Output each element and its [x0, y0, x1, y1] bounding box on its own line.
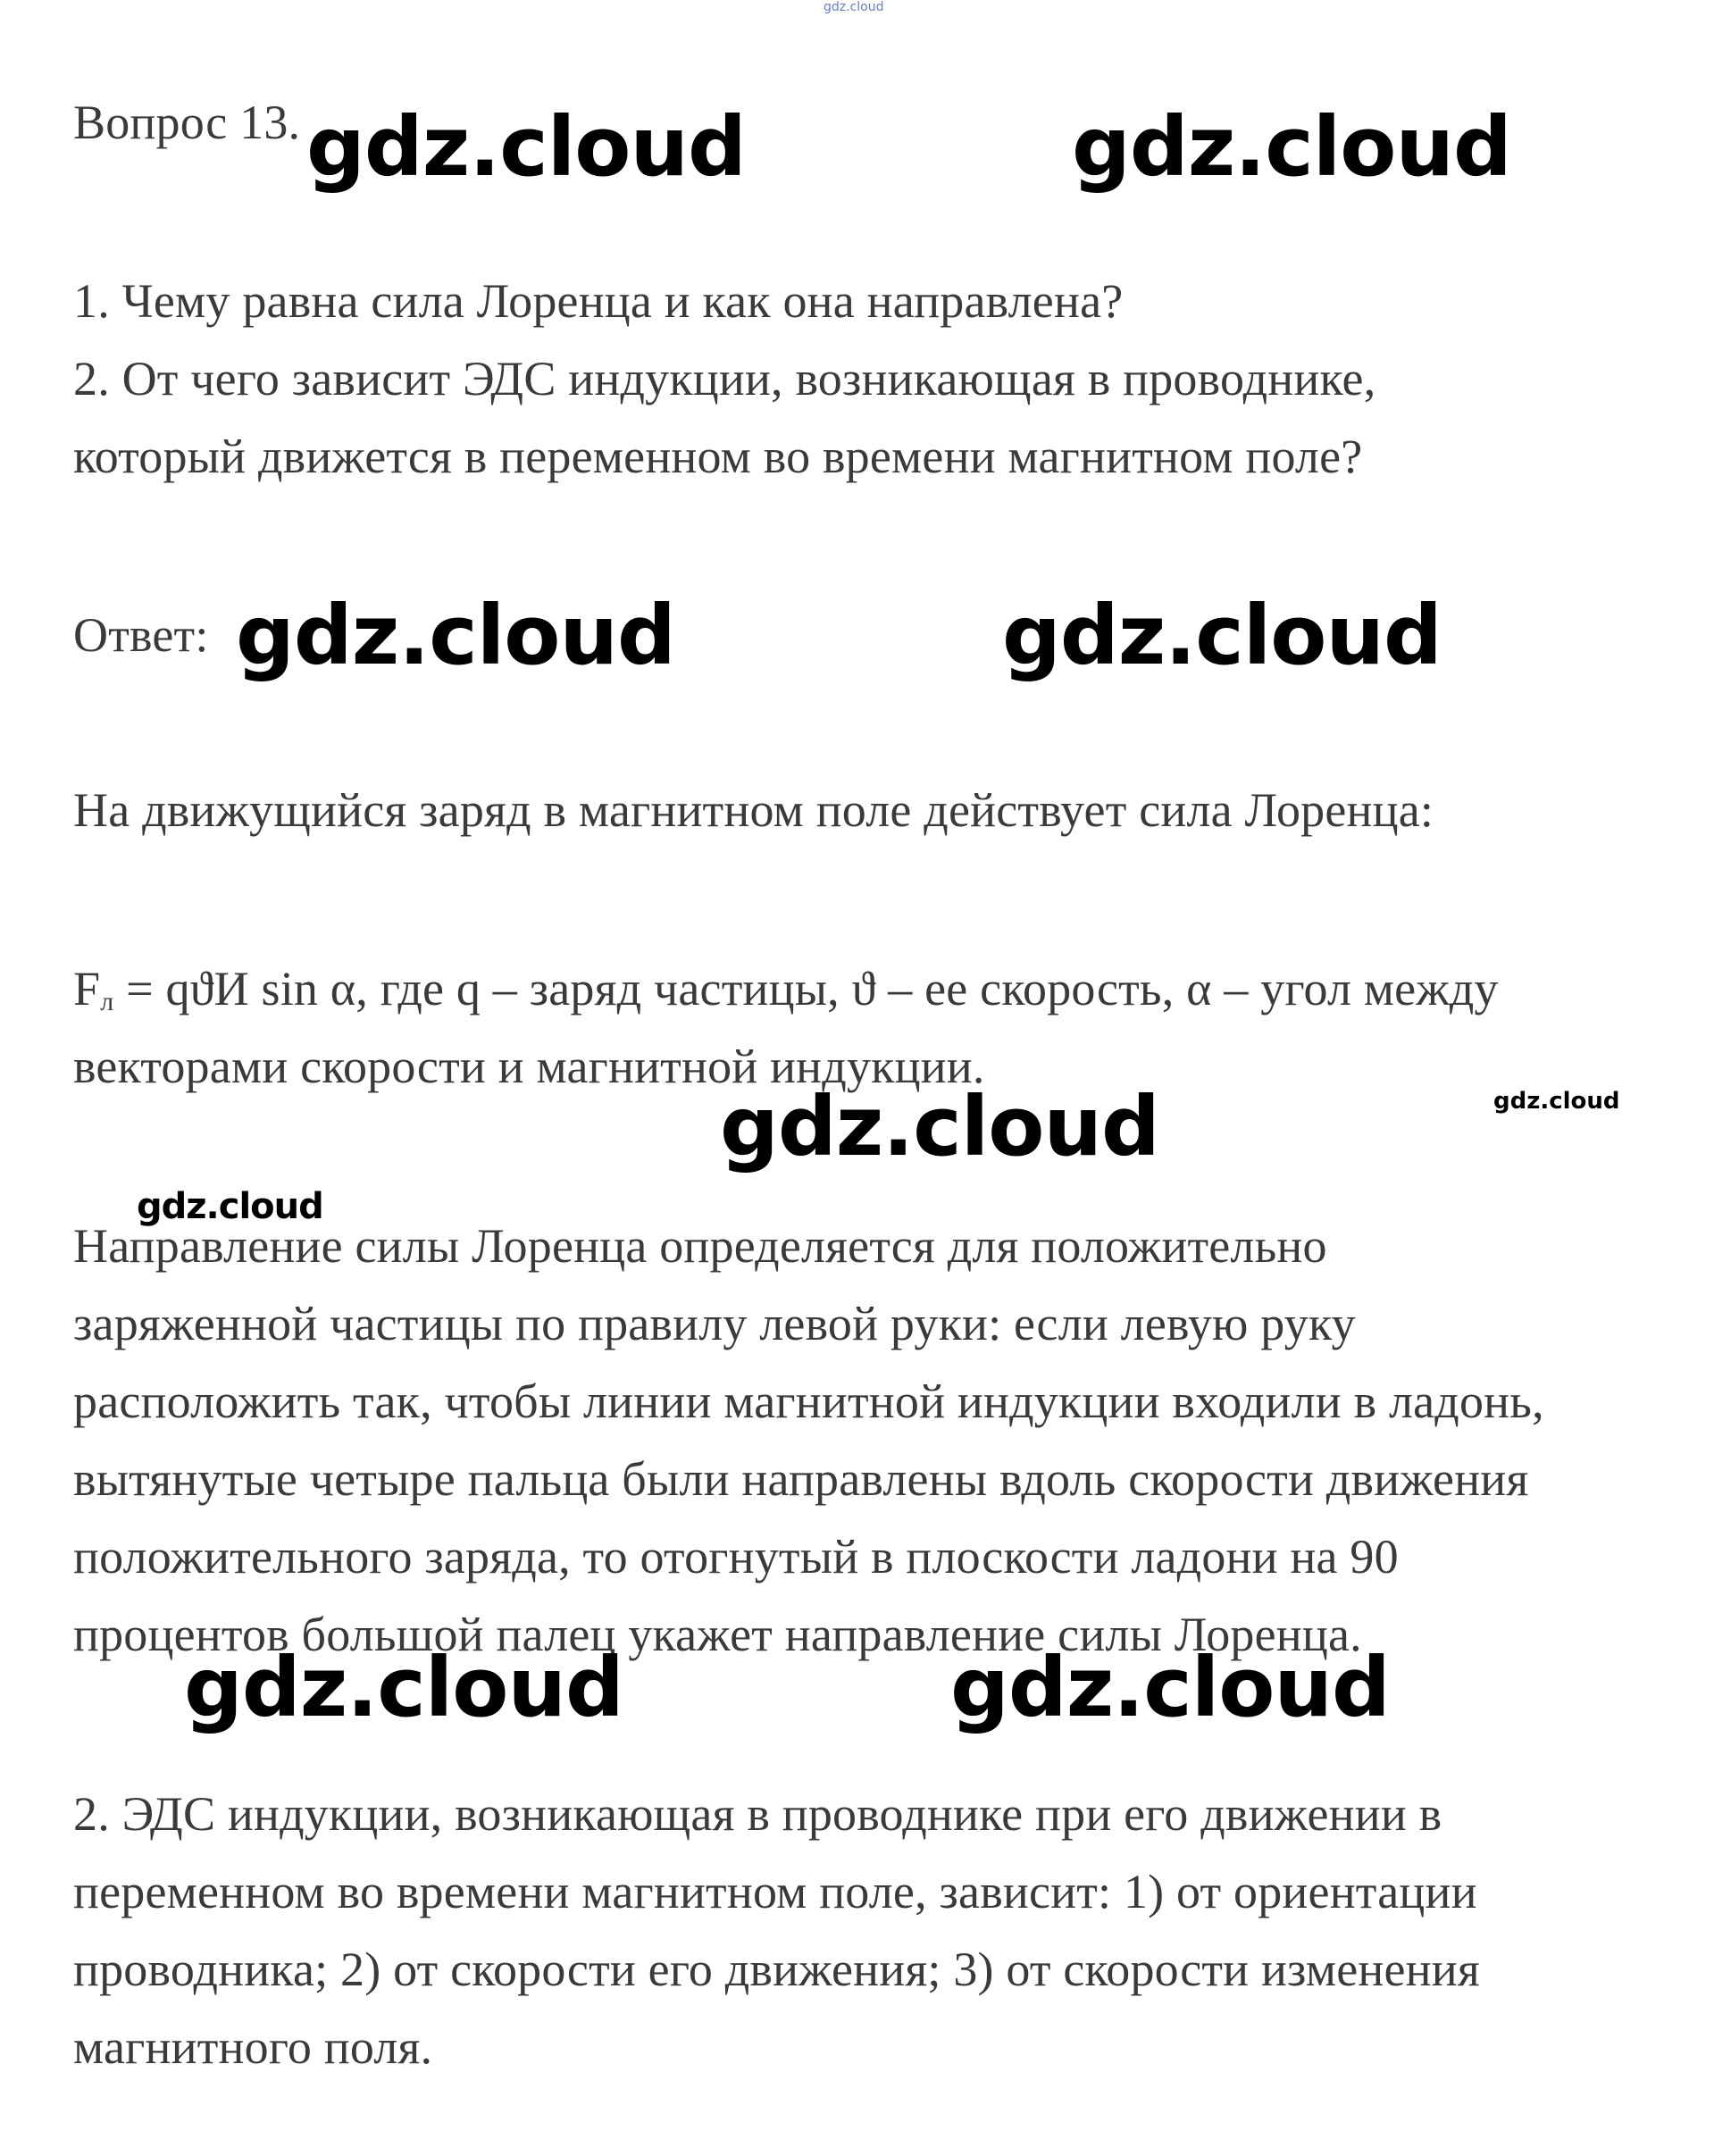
direction-line-2: заряженной частицы по правилу левой руки: если левую руку: [73, 1297, 1356, 1350]
watermark: gdz.cloud: [184, 1640, 623, 1735]
question-title: Вопрос 13.: [73, 96, 301, 149]
watermark: gdz.cloud: [306, 99, 746, 195]
direction-line-3: расположить так, чтобы линии магнитной индукции входили в ладонь,: [73, 1375, 1544, 1428]
question-1: 1. Чему равна сила Лоренца и как она направлена?: [73, 274, 1124, 328]
watermark: gdz.cloud: [1493, 1088, 1620, 1115]
formula-rest: = qϑИ sin α, где q – заряд частицы, ϑ – ее скорость, α – угол между: [113, 962, 1499, 1015]
watermark: gdz.cloud: [950, 1640, 1390, 1735]
formula-subscript: л: [100, 987, 114, 1016]
direction-line-6: процентов большой палец укажет направление силы Лоренца.: [73, 1608, 1362, 1661]
emf-line-4: магнитного поля.: [73, 2020, 433, 2074]
watermark: gdz.cloud: [1002, 588, 1442, 683]
formula-line-1: [73, 950, 1499, 1040]
formula-line-2: векторами скорости и магнитной индукции.: [73, 1040, 985, 1093]
watermark-header: gdz.cloud: [824, 0, 884, 14]
answer-label: Ответ:: [73, 608, 209, 662]
emf-line-3: проводника; 2) от скорости его движения; 3) от скорости изменения: [73, 1943, 1480, 1996]
direction-line-5: положительного заряда, то отогнутый в плоскости ладони на 90: [73, 1530, 1399, 1584]
watermark: gdz.cloud: [1072, 99, 1511, 195]
watermark: gdz.cloud: [236, 588, 675, 683]
answer-intro: На движущийся заряд в магнитном поле действует сила Лоренца:: [73, 783, 1434, 837]
emf-line-2: переменном во времени магнитном поле, зависит: 1) от ориентации: [73, 1865, 1477, 1918]
question-2-line-1: 2. От чего зависит ЭДС индукции, возникающая в проводнике,: [73, 352, 1376, 405]
watermark: gdz.cloud: [720, 1079, 1159, 1174]
formula-symbol: F: [73, 962, 101, 1015]
question-2-line-2: который движется в переменном во времени магнитном поле?: [73, 430, 1363, 483]
emf-line-1: 2. ЭДС индукции, возникающая в проводнике при его движении в: [73, 1787, 1442, 1841]
watermark: gdz.cloud: [137, 1186, 323, 1227]
direction-line-1: Направление силы Лоренца определяется для положительно: [73, 1219, 1327, 1273]
direction-line-4: вытянутые четыре пальца были направлены вдоль скорости движения: [73, 1452, 1529, 1506]
